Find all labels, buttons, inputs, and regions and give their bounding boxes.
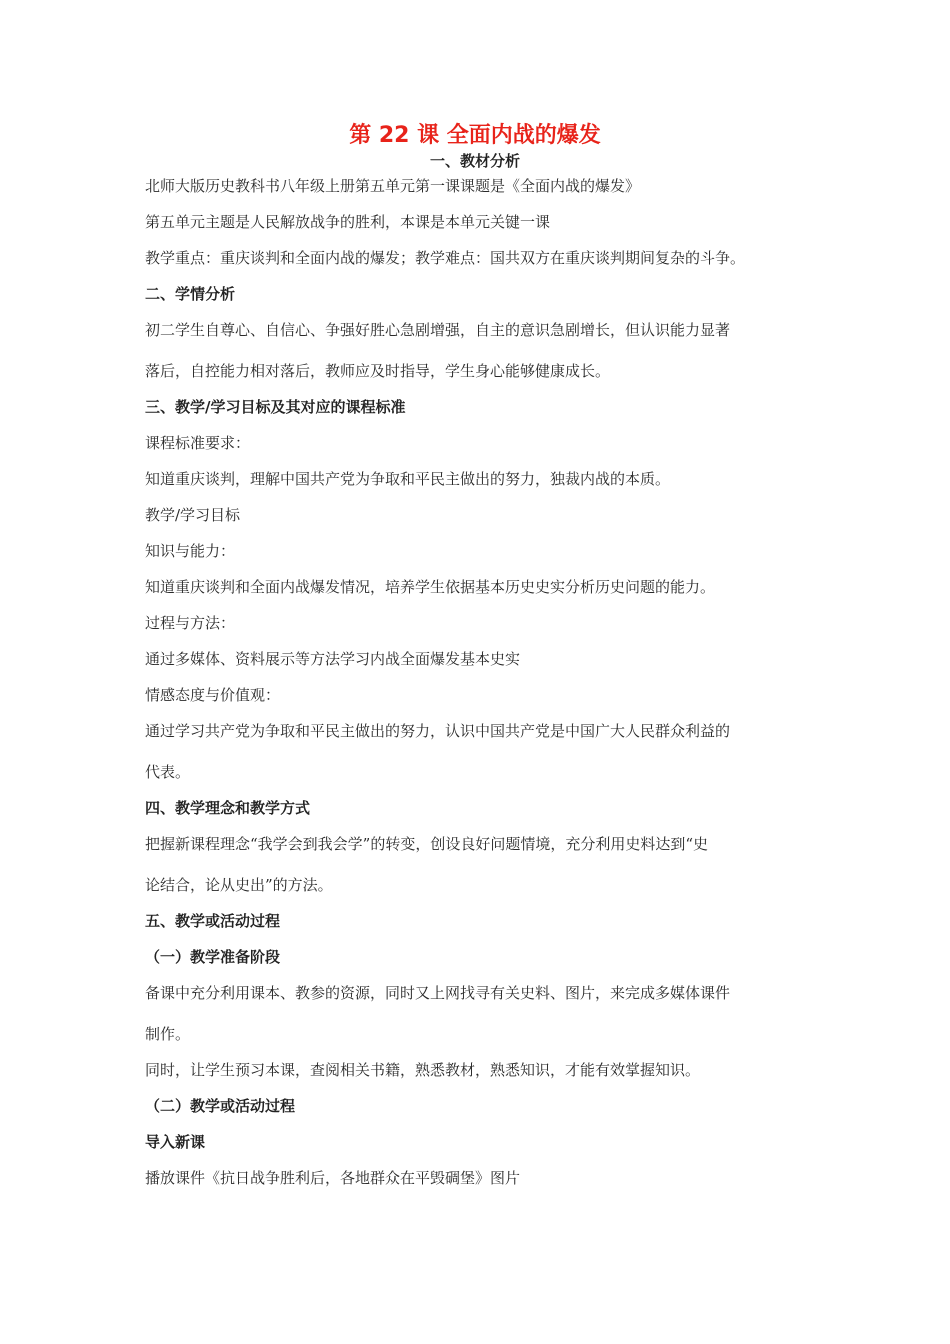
section-heading-teaching-process: 五、教学或活动过程 [145,912,281,930]
paragraph-line: 第五单元主题是人民解放战争的胜利，本课是本单元关键一课 [145,213,551,231]
section-heading-teaching-philosophy: 四、教学理念和教学方式 [145,799,311,817]
subsection-heading-introduction: 导入新课 [145,1133,206,1151]
document-title: 第 22 课 全面内战的爆发 [349,123,601,148]
subsection-heading-activity-process: （二）教学或活动过程 [145,1097,296,1115]
paragraph-line: 知道重庆谈判，理解中国共产党为争取和平民主做出的努力，独裁内战的本质。 [145,470,671,488]
paragraph-line: 情感态度与价值观： [145,686,281,704]
section-heading-student-analysis: 二、学情分析 [145,285,236,303]
paragraph-line: 论结合，论从史出”的方法。 [145,876,333,894]
paragraph-line: 制作。 [145,1025,191,1043]
paragraph-line: 同时，让学生预习本课，查阅相关书籍，熟悉教材，熟悉知识，才能有效掌握知识。 [145,1061,701,1079]
section-heading-textbook-analysis: 一、教材分析 [429,152,520,170]
paragraph-line: 教学/学习目标 [145,506,241,524]
paragraph-line: 通过多媒体、资料展示等方法学习内战全面爆发基本史实 [145,650,521,668]
paragraph-line: 过程与方法： [145,614,236,632]
paragraph-line: 课程标准要求： [145,434,251,452]
paragraph-line: 知识与能力： [145,542,236,560]
section-heading-objectives: 三、教学/学习目标及其对应的课程标准 [145,398,406,416]
paragraph-line: 把握新课程理念“我学会到我会学”的转变，创设良好问题情境，充分利用史料达到“史 [145,835,709,853]
paragraph-line: 落后，自控能力相对落后，教师应及时指导，学生身心能够健康成长。 [145,362,611,380]
paragraph-line: 备课中充分利用课本、教参的资源，同时又上网找寻有关史料、图片，来完成多媒体课件 [145,984,731,1002]
paragraph-line: 代表。 [145,763,191,781]
paragraph-line: 初二学生自尊心、自信心、争强好胜心急剧增强，自主的意识急剧增长，但认识能力显著 [145,321,731,339]
paragraph-line: 知道重庆谈判和全面内战爆发情况，培养学生依据基本历史史实分析历史问题的能力。 [145,578,716,596]
paragraph-line: 播放课件《抗日战争胜利后，各地群众在平毁碉堡》图片 [145,1169,521,1187]
paragraph-line: 教学重点：重庆谈判和全面内战的爆发；教学难点：国共双方在重庆谈判期间复杂的斗争。 [145,249,746,267]
subsection-heading-preparation: （一）教学准备阶段 [145,948,281,966]
paragraph-line: 通过学习共产党为争取和平民主做出的努力，认识中国共产党是中国广大人民群众利益的 [145,722,731,740]
paragraph-line: 北师大版历史教科书八年级上册第五单元第一课课题是《全面内战的爆发》 [145,177,641,195]
